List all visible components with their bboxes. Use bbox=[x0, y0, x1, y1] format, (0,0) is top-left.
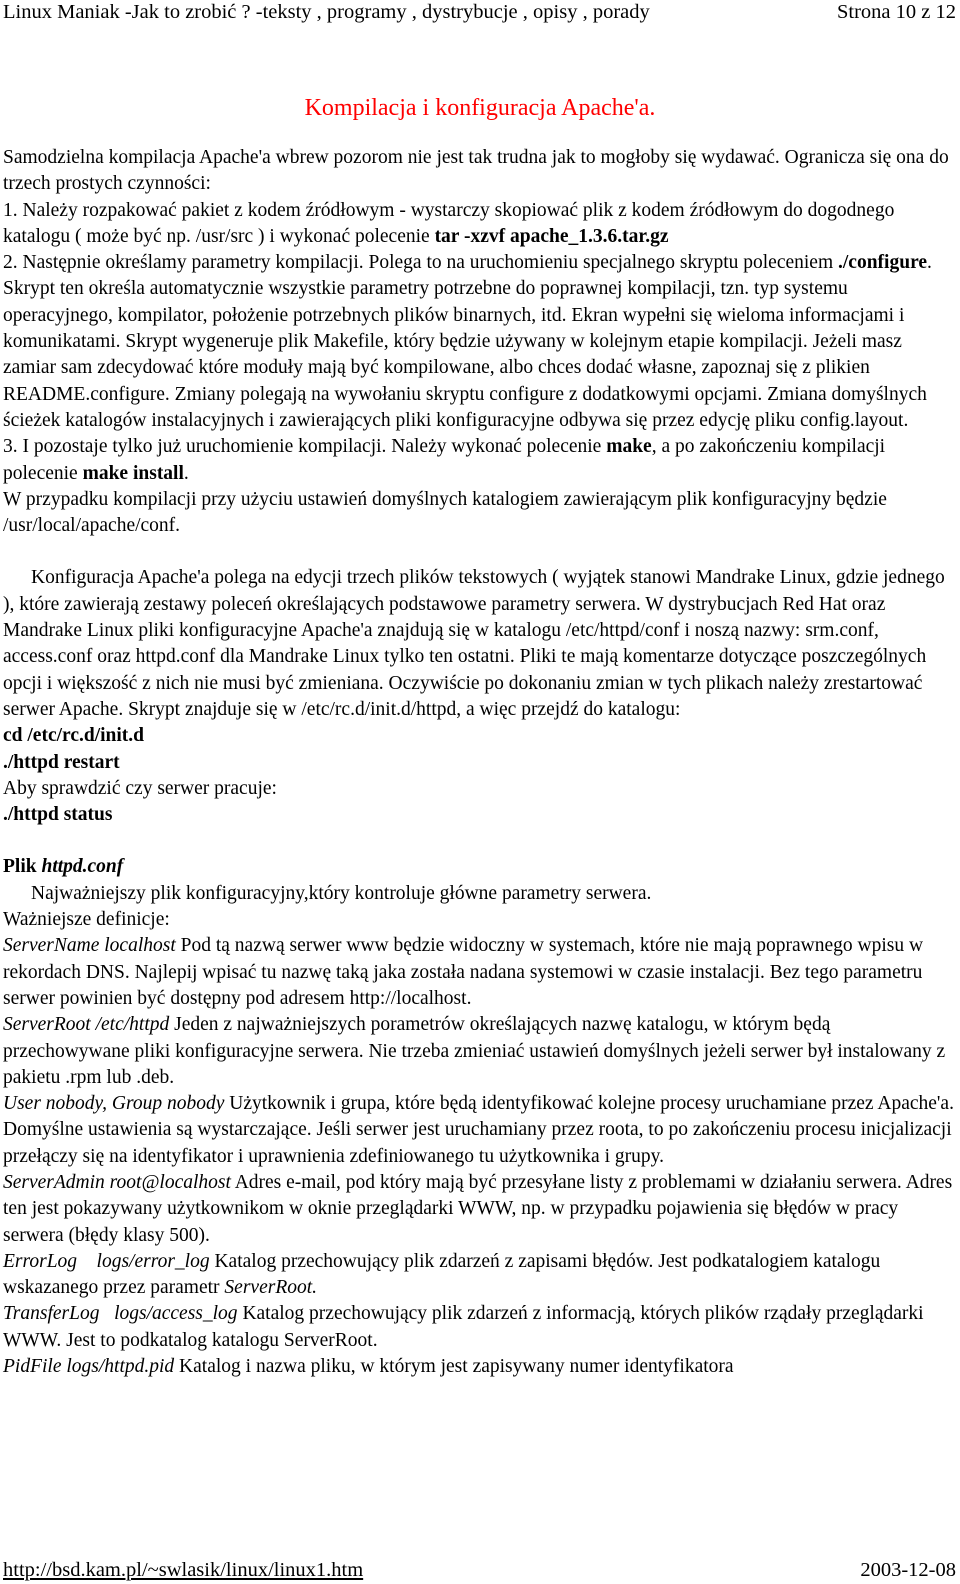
definition-user-group: User nobody, Group nobody Użytkownik i grupa, które będą identyfikować kolejne procesy uruchamiane przez Apache'a. Domyślne ustawienia są wystarczające. Jeśli serwer jest uruchamiany przez roota, to po zakończeniu procesu inicjalizacji przełączy się na identyfikator i uprawnienia zdefiniowanego tu użytkownika i grupy. bbox=[3, 1093, 954, 1167]
definition-servername: ServerName localhost Pod tą nazwą serwer www będzie widoczny w systemach, które nie mają poprawnego wpisu w rekordach DNS. Najlepij wpisać tu nazwę taką jaka została nadana systemowi w czasie instalacji. Bez tego parametru serwer powinien być dostępny pod adresem http://localhost. bbox=[3, 935, 924, 1009]
page-number: Strona 10 z 12 bbox=[837, 1, 956, 23]
httpd-conf-intro: Najważniejszy plik konfiguracyjny,który kontroluje główne parametry serwera. bbox=[31, 882, 652, 904]
spacer bbox=[3, 828, 957, 854]
compile-step-3: 3. I pozostaje tylko już uruchomienie kompilacji. Należy wykonać polecenie make, a po zakończeniu kompilacji polecenie make install. bbox=[3, 436, 886, 484]
compile-intro: Samodzielna kompilacja Apache'a wbrew pozorom nie jest tak trudna jak to mogłoby się wydawać. Ogranicza się ona do trzech prostych czynności: bbox=[3, 147, 949, 195]
definition-serverroot: ServerRoot /etc/httpd Jeden z najważniejszych porametrów określających nazwę katalogu, w którym będą przechowywane pliki konfiguracyjne serwera. Nie trzeba zmieniać ustawień domyślnych jeżeli serwer był instalowany z pakietu .rpm lub .deb. bbox=[3, 1014, 946, 1088]
definition-serveradmin: ServerAdmin root@localhost Adres e-mail, pod który mają być przesyłane listy z problemami w działaniu serwera. Adres ten jest pokazywany użytkownikom w oknie przeglądarki WWW, np. w przypadku pojawienia się błędów w pracy serwera (błędy klasy 500). bbox=[3, 1171, 953, 1246]
definition-pidfile: PidFile logs/httpd.pid Katalog i nazwa pliku, w którym jest zapisywany numer identyfikatora bbox=[3, 1356, 734, 1378]
httpd-conf-heading: Plik httpd.conf bbox=[3, 856, 124, 878]
article-body bbox=[3, 145, 957, 1380]
definition-transferlog: TransferLog logs/access_log Katalog przechowujący plik zdarzeń z informacją, których plików rządały przeglądarki WWW. Jest to podkatalog katalogu ServerRoot. bbox=[3, 1303, 929, 1351]
article-title: Kompilacja i konfiguracja Apache'a. bbox=[304, 95, 656, 121]
command-tar: tar -xzvf apache_1.3.6.tar.gz bbox=[434, 225, 669, 247]
print-date: 2003-12-08 bbox=[860, 1559, 956, 1581]
command-status: ./httpd status bbox=[3, 804, 113, 826]
command-configure: ./configure bbox=[838, 252, 928, 274]
spacer bbox=[3, 539, 957, 565]
config-paragraph: Konfiguracja Apache'a polega na edycji trzech plików tekstowych ( wyjątek stanowi Mandrake Linux, gdzie jednego ), które zawierają zestawy poleceń określających podstawowe parametry serwera. W dystrybucjach Red Hat oraz Mandrake Linux pliki konfiguracyjne Apache'a znajdują się w katalogu /etc/httpd/conf i noszą nazwy: srm.conf, access.conf oraz httpd.conf dla Mandrake Linux tylko ten ostatni. Pliki te mają komentarze dotyczące poszczególnych opcji i większość z nich nie musi być zmieniana. Oczywiście po dokonaniu zmian w tych plikach należy zrestartować serwer Apache. Skrypt znajduje się w /etc/rc.d/init.d/httpd, a więc przejdź do katalogu: bbox=[3, 567, 945, 720]
site-title: Linux Maniak -Jak to zrobić ? -teksty , programy , dystrybucje , opisy , porady bbox=[3, 1, 650, 23]
command-cd: cd /etc/rc.d/init.d bbox=[3, 725, 145, 747]
command-restart: ./httpd restart bbox=[3, 751, 120, 773]
compile-step-1: 1. Należy rozpakować pakiet z kodem źródłowym - wystarczy skopiować plik z kodem źródłowym do dogodnego katalogu ( może być np. /usr/src ) i wykonać polecenie tar -xzvf apache_1.3.6.tar.gz bbox=[3, 199, 895, 247]
page-header bbox=[0, 0, 960, 24]
command-make: make bbox=[606, 436, 652, 458]
definition-errorlog: ErrorLog logs/error_log Katalog przechowujący plik zdarzeń z zapisami błędów. Jest podkatalogiem katalogu wskazanego przez parametr ServerRoot. bbox=[3, 1250, 886, 1299]
command-make-install: make install bbox=[82, 462, 184, 484]
default-config-dir: W przypadku kompilacji przy użyciu ustawień domyślnych katalogiem zawierającym plik konfiguracyjny będzie /usr/local/apache/conf. bbox=[3, 488, 887, 537]
definitions-label: Ważniejsze definicje: bbox=[3, 909, 170, 931]
source-url-link[interactable]: http://bsd.kam.pl/~swlasik/linux/linux1.htm bbox=[3, 1559, 364, 1581]
compile-step-2: 2. Następnie określamy parametry kompilacji. Polega to na uruchomieniu specjalnego skryptu poleceniem ./configure. Skrypt ten określa automatycznie wszystkie parametry potrzebne do poprawnej kompilacji, tzn. typ systemu operacyjnego, kompilator, położenie potrzebnych plików binarnych, itd. Ekran wypełni się wieloma informacjami i komunikatami. Skrypt wygeneruje plik Makefile, który będzie używany w kolejnym etapie kompilacji. Jeżeli masz zamiar sam zdecydować które moduły mają być kompilowane, albo chces dodać własne, zapoznaj się z plikien README.configure. Zmiany polegają na wywołaniu skryptu configure z dodatkowymi opcjami. Zmiana domyślnych ścieżek katalogów instalacyjnych i zawierających pliki konfiguracyjne odbywa się przez edycję pliku config.layout. bbox=[3, 252, 932, 431]
check-label: Aby sprawdzić czy serwer pracuje: bbox=[3, 777, 277, 799]
page-footer bbox=[0, 1558, 960, 1582]
